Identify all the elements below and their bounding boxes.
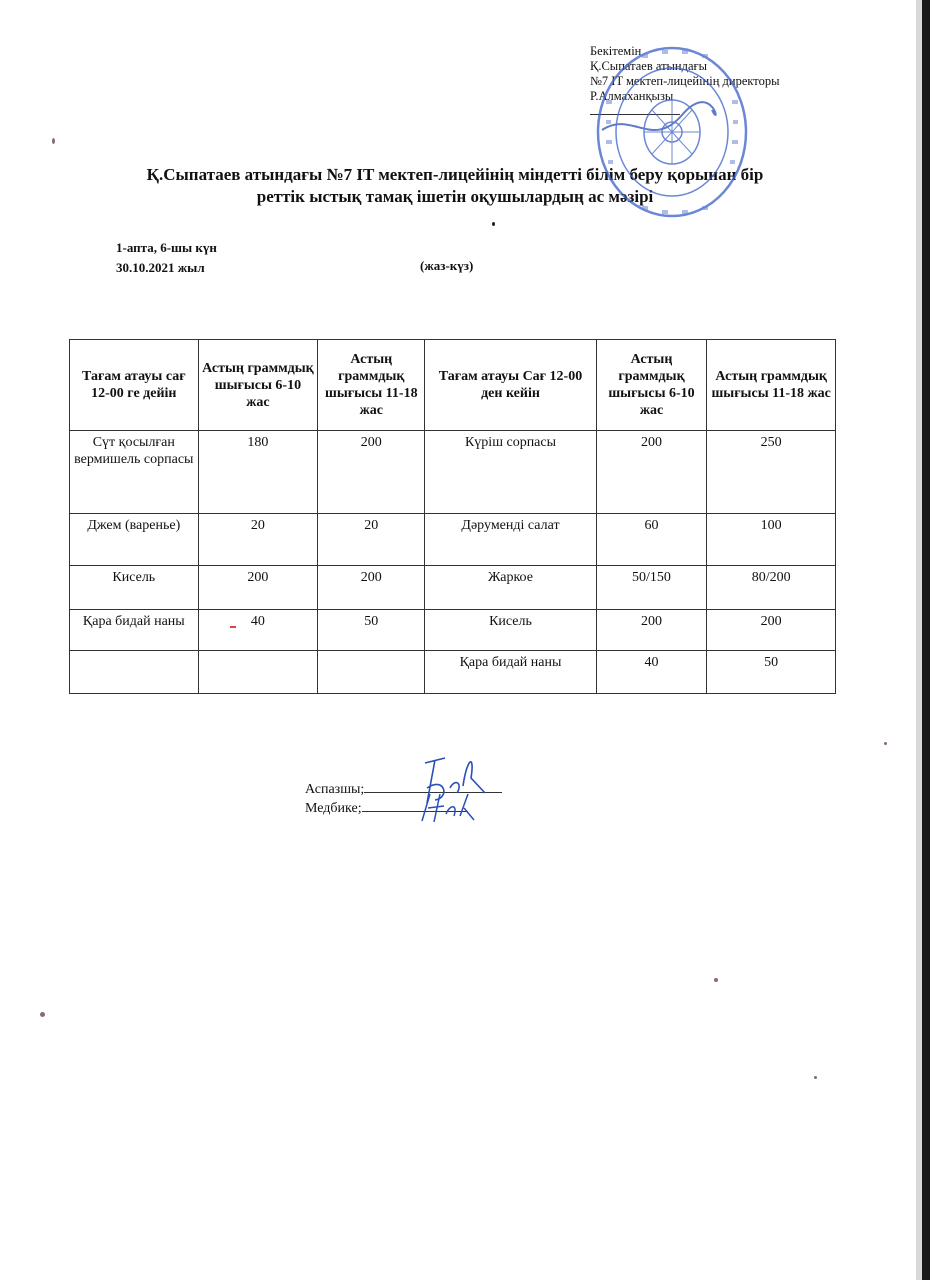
title-line-2: реттік ыстық тамақ ішетін оқушылардың ас мәзірі	[256, 187, 654, 206]
meta-block	[116, 238, 217, 278]
table-row	[70, 514, 836, 566]
scan-speck	[884, 742, 887, 745]
table-cell	[198, 651, 318, 694]
table-cell: 50	[707, 651, 836, 694]
table-cell: Дәруменді салат	[425, 514, 596, 566]
header-portion-11-18-after: Астың граммдық шығысы 11-18 жас	[707, 340, 836, 431]
table-cell: Жаркое	[425, 566, 596, 610]
table-cell: 20	[198, 514, 318, 566]
cook-label: Аспазшы;	[305, 782, 365, 797]
menu-table	[69, 339, 836, 694]
scan-speck	[40, 1012, 45, 1017]
header-before-noon: Тағам атауы сағ 12-00 ге дейін	[70, 340, 199, 431]
approval-line-4: Р.Алмаханқызы	[590, 89, 674, 103]
approval-line-1: Бекітемін	[590, 44, 642, 58]
scan-speck	[814, 1076, 817, 1079]
table-row	[70, 431, 836, 514]
table-cell: 20	[318, 514, 425, 566]
table-cell: Джем (варенье)	[70, 514, 199, 566]
table-cell: 60	[596, 514, 707, 566]
table-cell	[70, 651, 199, 694]
approval-line-3: №7 IT мектеп-лицейінің директоры	[590, 74, 780, 88]
season: (жаз-күз)	[420, 258, 474, 273]
table-cell	[318, 651, 425, 694]
table-cell: 200	[318, 431, 425, 514]
date: 30.10.2021 жыл	[116, 260, 205, 275]
table-cell: 200	[198, 566, 318, 610]
scan-speck	[52, 138, 55, 144]
title-line-1: Қ.Сыпатаев атындағы №7 IT мектеп-лицейінің міндетті білім беру қорынан бір	[146, 165, 764, 184]
approval-line-2: Қ.Сыпатаев атындағы	[590, 59, 708, 73]
table-cell: 200	[318, 566, 425, 610]
scan-speck	[714, 978, 718, 982]
table-cell: Қара бидай наны	[70, 610, 199, 651]
school-stamp-seal	[592, 40, 752, 220]
table-row	[70, 566, 836, 610]
table-cell: 40	[596, 651, 707, 694]
table-cell: 100	[707, 514, 836, 566]
table-row	[70, 651, 836, 694]
scan-speck	[230, 626, 236, 628]
table-cell: 250	[707, 431, 836, 514]
header-after-noon: Тағам атауы Сағ 12-00 ден кейін	[425, 340, 596, 431]
table-cell: Кисель	[70, 566, 199, 610]
table-cell: 40	[198, 610, 318, 651]
nurse-handwritten-signature	[410, 786, 480, 826]
table-header-row	[70, 340, 836, 431]
nurse-label: Медбике;	[305, 801, 362, 816]
header-portion-6-10: Астың граммдық шығысы 6-10 жас	[198, 340, 318, 431]
table-cell: 200	[596, 610, 707, 651]
table-cell: Кисель	[425, 610, 596, 651]
table-cell: Күріш сорпасы	[425, 431, 596, 514]
scan-speck	[492, 222, 495, 226]
table-cell: 200	[707, 610, 836, 651]
table-row	[70, 610, 836, 651]
header-portion-11-18: Астың граммдық шығысы 11-18 жас	[318, 340, 425, 431]
table-cell: 180	[198, 431, 318, 514]
header-portion-6-10-after: Астың граммдық шығысы 6-10 жас	[596, 340, 707, 431]
table-cell: 50/150	[596, 566, 707, 610]
scan-edge	[922, 0, 930, 1280]
week-day: 1-апта, 6-шы күн	[116, 240, 217, 255]
table-cell: 50	[318, 610, 425, 651]
table-cell: Қара бидай наны	[425, 651, 596, 694]
table-cell: 80/200	[707, 566, 836, 610]
table-cell: Сүт қосылған вермишель сорпасы	[70, 431, 199, 514]
table-cell: 200	[596, 431, 707, 514]
